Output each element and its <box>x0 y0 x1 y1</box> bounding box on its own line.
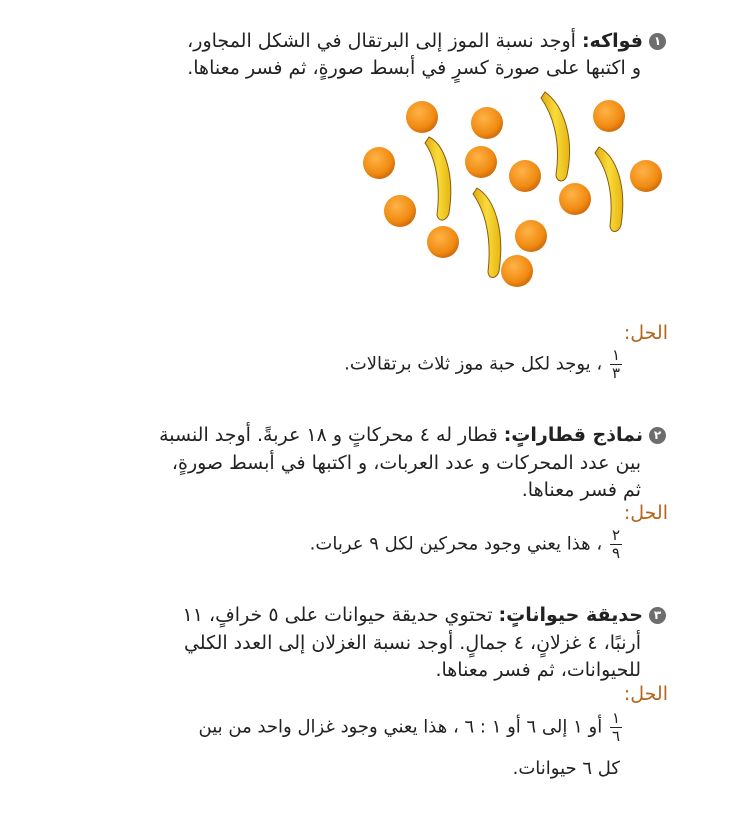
orange-4 <box>363 147 395 179</box>
orange-3 <box>593 100 625 132</box>
q3-fraction-denominator: ٦ <box>611 727 620 745</box>
q2-line3 <box>522 477 641 503</box>
q2-answer-text: ، هذا يعني وجود محركين لكل ٩ عربات. <box>309 533 603 555</box>
q3-answer-text-line1: أو ١ إلى ٦ أو ١ : ٦ ، هذا يعني وجود غزال واحد من بين <box>198 716 603 738</box>
orange-8 <box>559 183 591 215</box>
q1-line1 <box>187 28 666 54</box>
q2-solution-label: الحل: <box>623 502 668 524</box>
banana-4 <box>595 147 623 232</box>
q3-number-badge: ٣ <box>649 607 666 624</box>
orange-11 <box>515 220 547 252</box>
q3-text-line3: للحيوانات، ثم فسر معناها. <box>435 659 641 681</box>
q2-fraction <box>610 527 622 562</box>
q2-line2 <box>172 450 641 476</box>
q1-text-line2: و اكتبها على صورة كسرٍ في أبسط صورةٍ، ثم فسر معناها. <box>187 57 641 79</box>
q2-answer <box>310 527 624 562</box>
banana-2 <box>541 92 570 181</box>
orange-12 <box>501 255 533 287</box>
orange-10 <box>427 226 459 258</box>
orange-9 <box>384 195 416 227</box>
q1-fraction-numerator: ١ <box>611 346 620 364</box>
fruit-figure <box>355 85 675 295</box>
q3-text-line1: تحتوي حديقة حيوانات على ٥ خرافٍ، ١١ <box>182 604 493 626</box>
q2-fraction-numerator: ٢ <box>611 526 620 544</box>
q2-fraction-denominator: ٩ <box>611 544 620 562</box>
orange-7 <box>630 160 662 192</box>
q2-keyword: نماذج قطاراتٍ: <box>503 424 643 446</box>
q1-fraction <box>610 347 622 382</box>
q1-line2 <box>187 55 641 81</box>
q1-answer <box>344 347 624 382</box>
q3-text-line2: أرنبًا، ٤ غزلانٍ، ٤ جمالٍ. أوجد نسبة الغزلان إلى العدد الكلي <box>183 632 641 654</box>
q3-fraction <box>610 710 622 745</box>
q1-text-line1: أوجد نسبة الموز إلى البرتقال في الشكل المجاور، <box>187 30 576 52</box>
q3-answer-line2 <box>513 758 620 779</box>
q3-line2 <box>184 630 641 656</box>
q3-line1 <box>183 602 667 628</box>
q1-keyword: فواكه: <box>581 30 643 52</box>
q3-fraction-numerator: ١ <box>611 709 620 727</box>
q2-line1 <box>159 422 666 448</box>
q2-text-line3: ثم فسر معناها. <box>521 479 641 501</box>
q2-text-line2: بين عدد المحركات و عدد العربات، و اكتبها في أبسط صورةٍ، <box>171 452 641 474</box>
banana-1 <box>425 137 451 220</box>
q3-answer-line1 <box>199 710 624 745</box>
q3-keyword: حديقة حيواناتٍ: <box>498 604 643 626</box>
q1-fraction-denominator: ٣ <box>611 364 620 382</box>
banana-3 <box>473 188 501 278</box>
orange-2 <box>471 107 503 139</box>
q1-solution-label: الحل: <box>623 322 668 344</box>
q1-number-badge: ١ <box>649 33 666 50</box>
q2-number-badge: ٢ <box>649 427 666 444</box>
q3-line3 <box>435 657 641 683</box>
orange-1 <box>406 101 438 133</box>
q3-answer-text-line2: كل ٦ حيوانات. <box>512 758 620 779</box>
orange-6 <box>509 160 541 192</box>
q1-answer-text: ، يوجد لكل حبة موز ثلاث برتقالات. <box>344 353 603 375</box>
orange-5 <box>465 146 497 178</box>
q3-solution-label: الحل: <box>623 683 668 705</box>
q2-text-line1: قطار له ٤ محركاتٍ و ١٨ عربةً. أوجد النسبة <box>159 424 498 446</box>
